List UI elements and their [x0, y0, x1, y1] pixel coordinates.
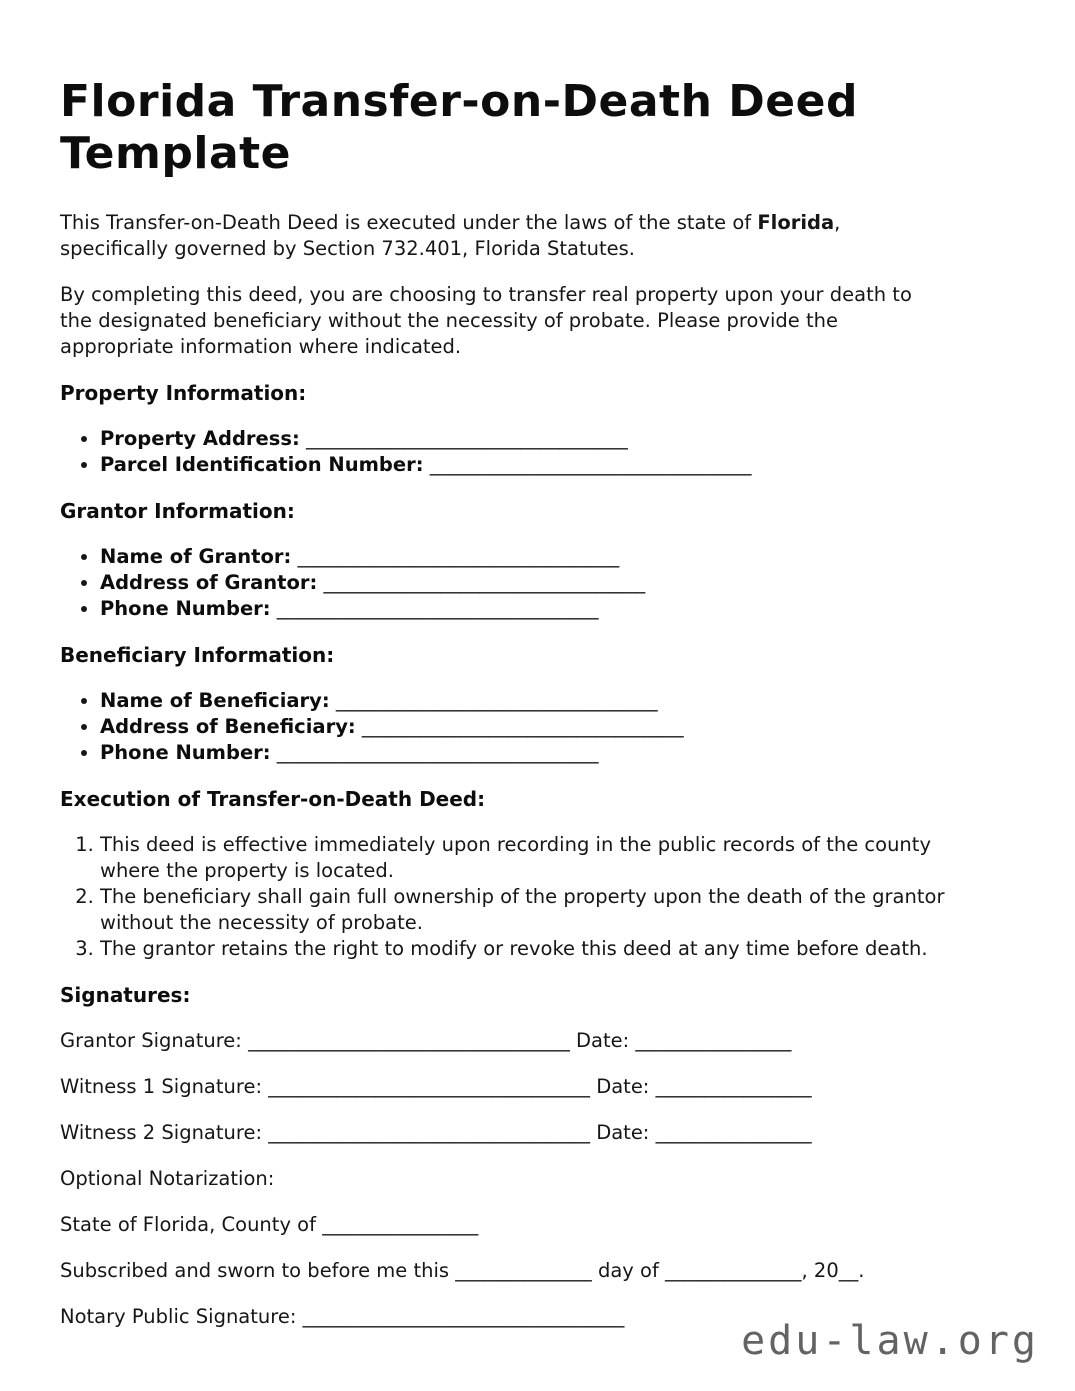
beneficiary-fields-list — [60, 688, 990, 766]
execution-section-heading: Execution of Transfer-on-Death Deed: — [60, 787, 486, 811]
property-fields-list — [60, 426, 990, 478]
field-label: Name of Beneficiary: — [100, 689, 330, 712]
signature-label: Witness 1 Signature: — [60, 1075, 263, 1098]
field-parcel-id — [100, 452, 990, 478]
field-label: Phone Number: — [100, 597, 271, 620]
state-county-row — [60, 1212, 1015, 1238]
document-content — [60, 76, 1015, 1350]
signature-label: Grantor Signature: — [60, 1029, 242, 1052]
parcel-id-blank: _________________________________ — [429, 453, 752, 476]
witness2-date-blank: ________________ — [655, 1121, 812, 1144]
sworn-text-1: Subscribed and sworn to before me this — [60, 1259, 450, 1282]
signatures-section-heading: Signatures: — [60, 983, 191, 1007]
witness2-signature-row — [60, 1120, 1015, 1146]
execution-term: 3. The grantor retains the right to modify or revoke this deed at any time before death. — [100, 936, 990, 962]
field-label: Parcel Identification Number: — [100, 453, 424, 476]
beneficiary-address-blank: _________________________________ — [361, 715, 684, 738]
field-beneficiary-phone — [100, 740, 990, 766]
beneficiary-section-heading: Beneficiary Information: — [60, 643, 335, 667]
field-label: Phone Number: — [100, 741, 271, 764]
intro-text-before: This Transfer-on-Death Deed is executed under the laws of the state of — [60, 211, 758, 234]
beneficiary-name-blank: _________________________________ — [335, 689, 658, 712]
sworn-statement-row — [60, 1258, 1015, 1284]
sworn-year-blank: __ — [838, 1259, 859, 1282]
execution-term: 1. This deed is effective immediately upon recording in the public records of the county where the property is located. — [100, 832, 990, 884]
optional-notarization-label: Optional Notarization: — [60, 1167, 275, 1190]
grantor-address-blank: _________________________________ — [323, 571, 646, 594]
property-section-heading: Property Information: — [60, 381, 307, 405]
field-grantor-phone — [100, 596, 990, 622]
field-grantor-name — [100, 544, 990, 570]
field-label: Property Address: — [100, 427, 300, 450]
sworn-month-blank: ______________ — [665, 1259, 802, 1282]
field-label: Name of Grantor: — [100, 545, 292, 568]
witness1-date-blank: ________________ — [655, 1075, 812, 1098]
intro-text-after: , specifically governed by Section 732.401, Florida Statutes. — [60, 211, 841, 260]
sworn-text-4: . — [858, 1259, 865, 1282]
witness2-signature-blank: _________________________________ — [268, 1121, 590, 1144]
field-grantor-address — [100, 570, 990, 596]
execution-term: 2. The beneficiary shall gain full ownership of the property upon the death of the grantor without the necessity of probate. — [100, 884, 990, 936]
grantor-section-heading: Grantor Information: — [60, 499, 295, 523]
beneficiary-phone-blank: _________________________________ — [276, 741, 599, 764]
notary-signature-label: Notary Public Signature: — [60, 1305, 297, 1328]
instructions-paragraph: By completing this deed, you are choosing to transfer real property upon your death to the designated beneficiary without the necessity of probate. Please provide the appropriate information where indicated. — [60, 283, 912, 358]
county-blank: ________________ — [322, 1213, 479, 1236]
field-label: Address of Beneficiary: — [100, 715, 356, 738]
field-beneficiary-name — [100, 688, 990, 714]
grantor-name-blank: _________________________________ — [297, 545, 620, 568]
sworn-day-blank: ______________ — [455, 1259, 592, 1282]
date-label: Date: — [596, 1075, 650, 1098]
notary-signature-blank: _________________________________ — [302, 1305, 625, 1328]
witness1-signature-blank: _________________________________ — [268, 1075, 590, 1098]
execution-terms-list — [60, 832, 990, 962]
field-property-address — [100, 426, 990, 452]
state-county-label: State of Florida, County of — [60, 1213, 316, 1236]
date-label: Date: — [596, 1121, 650, 1144]
grantor-signature-blank: _________________________________ — [248, 1029, 570, 1052]
witness1-signature-row — [60, 1074, 1015, 1100]
grantor-phone-blank: _________________________________ — [276, 597, 599, 620]
signature-label: Witness 2 Signature: — [60, 1121, 263, 1144]
watermark: edu-law.org — [741, 1318, 1039, 1364]
grantor-fields-list — [60, 544, 990, 622]
property-address-blank: _________________________________ — [306, 427, 628, 450]
grantor-signature-row — [60, 1028, 1015, 1054]
date-label: Date: — [576, 1029, 630, 1052]
page-title: Florida Transfer-on-Death Deed Template — [60, 76, 858, 179]
sworn-text-2: day of — [591, 1259, 666, 1282]
intro-paragraph — [60, 210, 932, 262]
field-beneficiary-address — [100, 714, 990, 740]
grantor-date-blank: ________________ — [635, 1029, 792, 1052]
intro-state-bold: Florida — [757, 211, 835, 234]
sworn-text-3: , 20 — [801, 1259, 839, 1282]
field-label: Address of Grantor: — [100, 571, 318, 594]
